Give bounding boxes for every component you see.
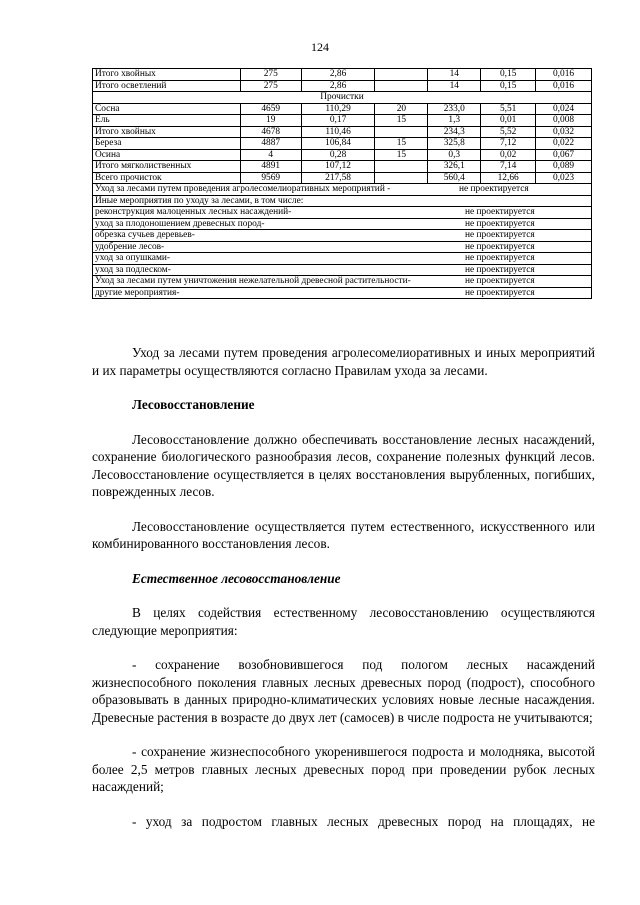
value-cell: 0,067 [536, 149, 592, 161]
row-label-cell: Итого мягколиственных [93, 161, 241, 173]
paragraph: - сохранение возобновившегося под пологом лесных насаждений жизнеспособного поколения главных лесных древесных пород (подрост), способного образовывать в данных природно-климатических условиях новые лесные насаждения. Древесные растения в возрасте до двух лет (самосев) в числе подроста не учитываются; [92, 657, 595, 725]
value-cell: 2,86 [301, 69, 375, 81]
value-cell [375, 126, 428, 138]
row-label-cell: Итого осветлений [93, 80, 241, 92]
value-cell: 0,022 [536, 138, 592, 150]
value-cell: 5,52 [481, 126, 536, 138]
value-cell: 0,3 [428, 149, 481, 161]
table-body-measures [93, 184, 592, 299]
value-cell: 1,3 [428, 115, 481, 127]
table-row [93, 172, 592, 184]
table-row [93, 264, 592, 276]
measure-cell [93, 184, 592, 196]
table-body-bottom [93, 103, 592, 184]
value-cell: 4887 [240, 138, 301, 150]
row-label-cell: Итого хвойных [93, 126, 241, 138]
row-label-cell: Осина [93, 149, 241, 161]
value-cell: 325,8 [428, 138, 481, 150]
table-row [93, 253, 592, 265]
value-cell: 19 [240, 115, 301, 127]
measure-status: не проектируется [465, 264, 535, 275]
measure-status: не проектируется [465, 207, 535, 217]
table-section [93, 92, 592, 104]
value-cell [375, 172, 428, 184]
value-cell: 0,02 [481, 149, 536, 161]
measure-label: Уход за лесами путем проведения агролесомелиоративных мероприятий - [95, 184, 391, 194]
value-cell: 0,016 [536, 69, 592, 81]
value-cell: 275 [240, 80, 301, 92]
measure-cell [93, 230, 592, 242]
table-row [93, 149, 592, 161]
value-cell: 7,12 [481, 138, 536, 150]
value-cell: 0,016 [536, 80, 592, 92]
heading-reforestation: Лесовосстановление [132, 397, 255, 412]
measure-label: уход за опушками- [95, 253, 171, 263]
row-label-cell: Береза [93, 138, 241, 150]
paragraph: - сохранение жизнеспособного укоренившегося подроста и молодняка, высотой более 2,5 метров главных лесных древесных пород при проведении рубок лесных насаждений; [92, 744, 595, 794]
table-row [93, 241, 592, 253]
table-row [93, 69, 592, 81]
value-cell: 107,12 [301, 161, 375, 173]
table-row [93, 184, 592, 196]
measure-label: Иные мероприятия по уходу за лесами, в том числе: [95, 195, 304, 206]
value-cell: 4659 [240, 103, 301, 115]
table-row [93, 161, 592, 173]
value-cell: 326,1 [428, 161, 481, 173]
value-cell: 0,15 [481, 80, 536, 92]
value-cell: 234,3 [428, 126, 481, 138]
page-number: 124 [311, 40, 329, 54]
value-cell: 12,66 [481, 172, 536, 184]
measure-status: не проектируется [465, 276, 535, 286]
value-cell: 4 [240, 149, 301, 161]
table-row [93, 195, 592, 207]
row-label-cell: Всего прочисток [93, 172, 241, 184]
value-cell: 275 [240, 69, 301, 81]
paragraph: Лесовосстановление осуществляется путем естественного, искусственного или комбинированного восстановления лесов. [92, 518, 595, 551]
value-cell: 9569 [240, 172, 301, 184]
body-text [92, 344, 595, 830]
section-title-cell: Прочистки [93, 92, 592, 104]
paragraph: Уход за лесами путем проведения агролесомелиоративных и иных мероприятий и их параметры осуществляются согласно Правилам ухода за лесами. [92, 345, 595, 378]
table-row [93, 115, 592, 127]
value-cell: 110,46 [301, 126, 375, 138]
measure-label: обрезка сучьев деревьев- [95, 230, 195, 240]
measure-cell [93, 218, 592, 230]
measure-label: Уход за лесами путем уничтожения нежелательной древесной растительности- [95, 276, 411, 286]
value-cell: 14 [428, 69, 481, 81]
value-cell: 0,008 [536, 115, 592, 127]
measure-status: не проектируется [459, 184, 529, 194]
table-row [93, 138, 592, 150]
measure-status: не проектируется [465, 241, 535, 252]
value-cell: 0,089 [536, 161, 592, 173]
paragraph: Лесовосстановление должно обеспечивать восстановление лесных насаждений, сохранение биологического разнообразия лесов, сохранение полезных функций лесов. Лесовосстановление осуществляется в целях восстановления вырубленных, погибших, поврежденных лесов. [92, 431, 595, 499]
measure-label: уход за подлеском- [95, 264, 171, 275]
value-cell: 15 [375, 138, 428, 150]
value-cell: 217,58 [301, 172, 375, 184]
table-row [93, 207, 592, 219]
measure-cell [93, 241, 592, 253]
value-cell: 4678 [240, 126, 301, 138]
measure-cell [93, 287, 592, 299]
value-cell: 20 [375, 103, 428, 115]
value-cell: 5,51 [481, 103, 536, 115]
row-label-cell: Ель [93, 115, 241, 127]
value-cell: 0,024 [536, 103, 592, 115]
value-cell: 110,29 [301, 103, 375, 115]
value-cell [375, 161, 428, 173]
measure-label: уход за плодоношением древесных пород- [95, 218, 265, 229]
measure-status: не проектируется [465, 218, 535, 229]
value-cell: 4891 [240, 161, 301, 173]
table-row [93, 80, 592, 92]
value-cell: 15 [375, 115, 428, 127]
measure-cell [93, 253, 592, 265]
row-label-cell: Сосна [93, 103, 241, 115]
value-cell: 7,14 [481, 161, 536, 173]
value-cell [375, 80, 428, 92]
heading-natural-reforestation: Естественное лесовосстановление [132, 570, 341, 586]
measure-label: реконструкция малоценных лесных насаждений- [95, 207, 292, 217]
value-cell: 15 [375, 149, 428, 161]
table-row [93, 230, 592, 242]
measure-cell [93, 207, 592, 219]
value-cell: 2,86 [301, 80, 375, 92]
paragraph: В целях содействия естественному лесовосстановлению осуществляются следующие мероприятия: [92, 605, 595, 638]
table-row [93, 276, 592, 288]
value-cell: 0,023 [536, 172, 592, 184]
row-label-cell: Итого хвойных [93, 69, 241, 81]
table-body-top [93, 69, 592, 92]
table-row [93, 92, 592, 104]
value-cell: 0,28 [301, 149, 375, 161]
paragraph: - уход за подростом главных лесных древесных пород на площадях, не [132, 813, 595, 829]
value-cell: 233,0 [428, 103, 481, 115]
value-cell: 106,84 [301, 138, 375, 150]
measure-label: удобрение лесов- [95, 241, 165, 252]
measure-cell [93, 264, 592, 276]
measure-status: не проектируется [465, 230, 535, 240]
value-cell: 0,17 [301, 115, 375, 127]
table-row [93, 126, 592, 138]
value-cell: 560,4 [428, 172, 481, 184]
table-row [93, 287, 592, 299]
measure-cell [93, 276, 592, 288]
measure-status: не проектируется [465, 287, 535, 298]
measure-status: не проектируется [465, 253, 535, 263]
value-cell: 0,15 [481, 69, 536, 81]
value-cell: 0,01 [481, 115, 536, 127]
forest-care-table [92, 68, 592, 299]
table-row [93, 103, 592, 115]
measure-label: другие мероприятия- [95, 287, 180, 298]
value-cell [375, 69, 428, 81]
measure-cell [93, 195, 592, 207]
value-cell: 14 [428, 80, 481, 92]
table-row [93, 218, 592, 230]
value-cell: 0,032 [536, 126, 592, 138]
